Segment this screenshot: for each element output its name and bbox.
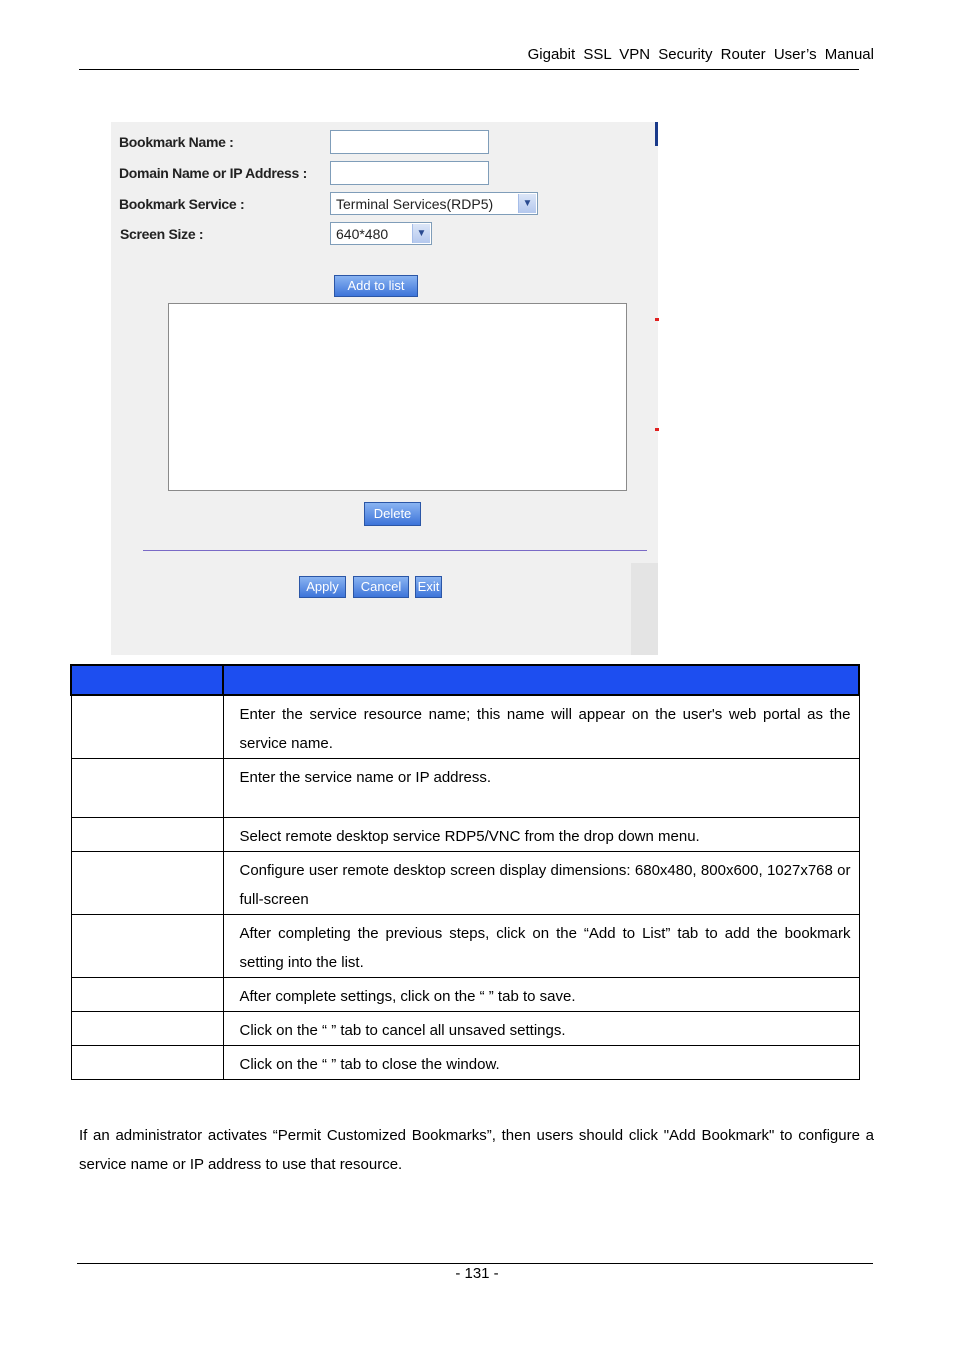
red-marker [655,318,659,321]
add-to-list-button[interactable]: Add to list [334,275,418,297]
chevron-down-icon[interactable]: ▼ [518,194,536,213]
body-paragraph: If an administrator activates “Permit Customized Bookmarks”, then users should click "Add Bookmark" to configure a service name or IP address to use that resource. [79,1127,874,1173]
chevron-down-icon[interactable]: ▼ [412,224,430,243]
table-cell: Click on the “ ” tab to close the window. [223,1046,859,1080]
header-rule [79,69,859,70]
service-select[interactable] [330,192,538,215]
bookmark-form-screenshot [111,122,658,655]
screen-size-value: 640*480 [336,226,389,242]
table-row [71,915,859,978]
service-select-value: Terminal Services(RDP5) [336,196,494,212]
domain-input[interactable] [330,161,489,185]
parameter-table [70,664,860,1080]
table-cell: Enter the service name or IP address. [223,759,859,818]
table-row [71,978,859,1012]
table-cell: After completing the previous steps, click on the “Add to List” tab to add the bookmark setting into the list. [223,915,859,978]
page-number: - 131 - [455,1265,499,1282]
domain-label: Domain Name or IP Address : [119,165,307,181]
table-row [71,818,859,852]
table-cell: Enter the service resource name; this name will appear on the user's web portal as the service name. [223,695,859,759]
panel-scroll-strip [631,563,658,655]
table-row [71,695,859,759]
page-header: Gigabit SSL VPN Security Router User’s Manual [527,46,874,63]
table-cell: Select remote desktop service RDP5/VNC from the drop down menu. [223,818,859,852]
bookmark-listbox[interactable] [168,303,627,491]
footer-rule [77,1263,873,1264]
form-divider [143,550,647,551]
table-cell: Configure user remote desktop screen display dimensions: 680x480, 800x600, 1027x768 or full-screen [223,852,859,915]
table-cell: Click on the “ ” tab to cancel all unsaved settings. [223,1012,859,1046]
exit-button[interactable]: Exit [415,576,442,598]
apply-button[interactable]: Apply [299,576,346,598]
bookmark-name-input[interactable] [330,130,489,154]
delete-button[interactable]: Delete [364,502,421,526]
service-label: Bookmark Service : [119,196,245,212]
cancel-button[interactable]: Cancel [353,576,409,598]
screen-size-label: Screen Size : [120,226,204,242]
table-row [71,1012,859,1046]
table-cell: After complete settings, click on the “ ” tab to save. [223,978,859,1012]
table-row [71,852,859,915]
screen-size-select[interactable] [330,222,432,245]
table-row [71,1046,859,1080]
panel-edge [655,122,658,146]
bookmark-name-label: Bookmark Name : [119,134,234,150]
table-row [71,759,859,818]
red-marker [655,428,659,431]
table-header-row [71,665,859,695]
